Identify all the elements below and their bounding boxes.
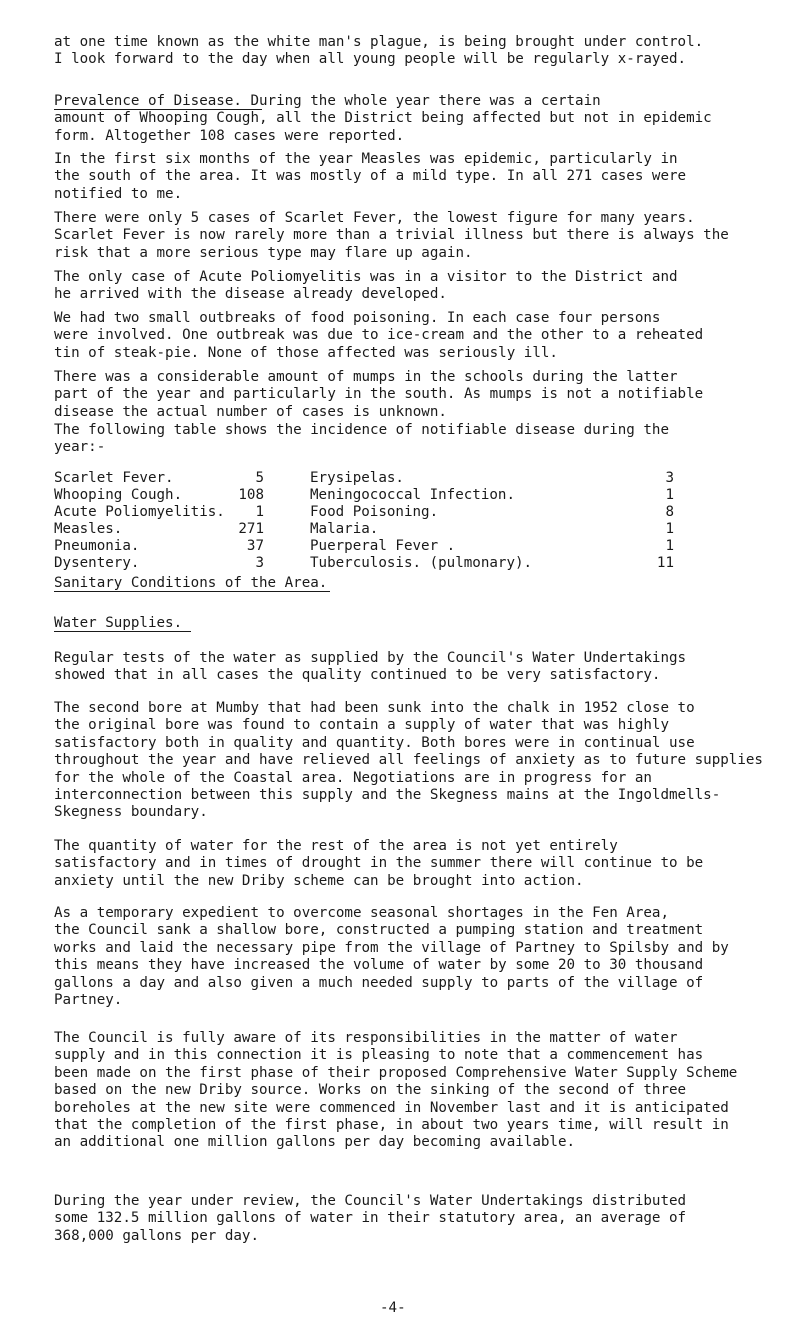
polio-paragraph: The only case of Acute Poliomyelitis was in a visitor to the District and he arrived with the disease already developed.: [54, 269, 678, 303]
intro-paragraph: at one time known as the white man's plague, is being brought under control. I look forward to the day when all young people will be regularly x-rayed.: [54, 34, 704, 68]
prevalence-text: During the whole year there was a certain amount of Whooping Cough, all the District being affected but not in epidemic form. Altogether 108 cases were reported.: [54, 93, 712, 144]
disease-cases: 11: [656, 555, 674, 571]
food-poisoning-paragraph: We had two small outbreaks of food poisoning. In each case four persons were involved. One outbreak was due to ice-cream and the other to a reheated tin of steak-pie. None of those affected was seriously ill.: [54, 310, 704, 361]
disease-name: Meningococcal Infection.: [310, 487, 515, 503]
disease-cases: 37: [246, 538, 264, 554]
regular-tests-paragraph: Regular tests of the water as supplied by the Council's Water Undertakings showed that in all cases the quality continued to be very satisfactory.: [54, 650, 687, 684]
sanitary-heading: Sanitary Conditions of the Area.: [54, 575, 328, 591]
disease-name: Scarlet Fever.: [54, 470, 174, 486]
measles-paragraph: In the first six months of the year Measles was epidemic, particularly in the south of the area. It was mostly of a mild type. In all 271 cases were notified to me.: [54, 151, 687, 202]
disease-cases: 271: [238, 521, 264, 537]
disease-name: Measles.: [54, 521, 123, 537]
disease-cases: 108: [238, 487, 264, 503]
responsibilities-paragraph: The Council is fully aware of its responsibilities in the matter of water supply and in this connection it is pleasing to note that a commencement has been made on the first phase of their proposed Comprehensive Water Supply Scheme based on the new Driby source. Works on the sinking of the second of three boreholes at the new site were commenced in November last and it is anticipated that the completion of the first phase, in about two years time, will result in an additional one million gallons per day becoming available.: [54, 1030, 738, 1151]
disease-name: Tuberculosis. (pulmonary).: [310, 555, 533, 571]
disease-name: Food Poisoning.: [310, 504, 439, 520]
disease-name: Malaria.: [310, 521, 379, 537]
disease-name: Erysipelas.: [310, 470, 404, 486]
mumps-paragraph: There was a considerable amount of mumps in the schools during the latter part of the year and particularly in the south. As mumps is not a notifiable disease the actual number of cases is unknown.: [54, 369, 704, 420]
distribution-paragraph: During the year under review, the Council's Water Undertakings distributed some 132.5 million gallons of water in their statutory area, an average of 368,000 gallons per day.: [54, 1193, 687, 1244]
temporary-expedient-paragraph: As a temporary expedient to overcome seasonal shortages in the Fen Area, the Council sank a shallow bore, constructed a pumping station and treatment works and laid the necessary pipe from the village of Partney to Spilsby and by this means they have increased the volume of water by some 20 to 30 thousand gallons a day and also given a much needed supply to parts of the village of Partney.: [54, 905, 729, 1009]
disease-cases: 5: [255, 470, 264, 486]
notifiable-disease-table: [54, 470, 754, 590]
disease-name: Acute Poliomyelitis.: [54, 504, 225, 520]
prevalence-paragraph: [54, 93, 796, 145]
water-supplies-heading: Water Supplies.: [54, 615, 183, 631]
disease-name: Pneumonia.: [54, 538, 140, 554]
page-number: -4-: [380, 1300, 406, 1316]
table-intro-paragraph: The following table shows the incidence of notifiable disease during the year:-: [54, 422, 669, 456]
disease-name: Whooping Cough.: [54, 487, 183, 503]
scarlet-fever-paragraph: There were only 5 cases of Scarlet Fever, the lowest figure for many years. Scarlet Fever is now rarely more than a trivial illness but there is always the risk that a more serious type may flare up again.: [54, 210, 729, 261]
disease-cases: 8: [665, 504, 674, 520]
disease-name: Dysentery.: [54, 555, 140, 571]
water-quantity-paragraph: The quantity of water for the rest of the area is not yet entirely satisfactory and in times of drought in the summer there will continue to be anxiety until the new Driby scheme can be brought into action.: [54, 838, 704, 889]
disease-cases: 1: [665, 538, 674, 554]
disease-cases: 3: [665, 470, 674, 486]
disease-cases: 3: [255, 555, 264, 571]
disease-name: Puerperal Fever .: [310, 538, 456, 554]
prevalence-heading: Prevalence of Disease.: [54, 93, 242, 109]
second-bore-paragraph: The second bore at Mumby that had been sunk into the chalk in 1952 close to the original bore was found to contain a supply of water that was highly satisfactory both in quality and quantity. Both bores were in continual use throughout the year and have relieved all feelings of anxiety as to future supplies for the whole of the Coastal area. Negotiations are in progress for an interconnection between this supply and the Skegness mains at the Ingoldmells- Skegness boundary.: [54, 700, 763, 821]
disease-cases: 1: [665, 521, 674, 537]
disease-cases: 1: [665, 487, 674, 503]
water-supplies-heading-underline: [54, 631, 191, 632]
sanitary-heading-underline: [54, 591, 330, 592]
prevalence-heading-underline: [54, 109, 262, 110]
disease-cases: 1: [255, 504, 264, 520]
